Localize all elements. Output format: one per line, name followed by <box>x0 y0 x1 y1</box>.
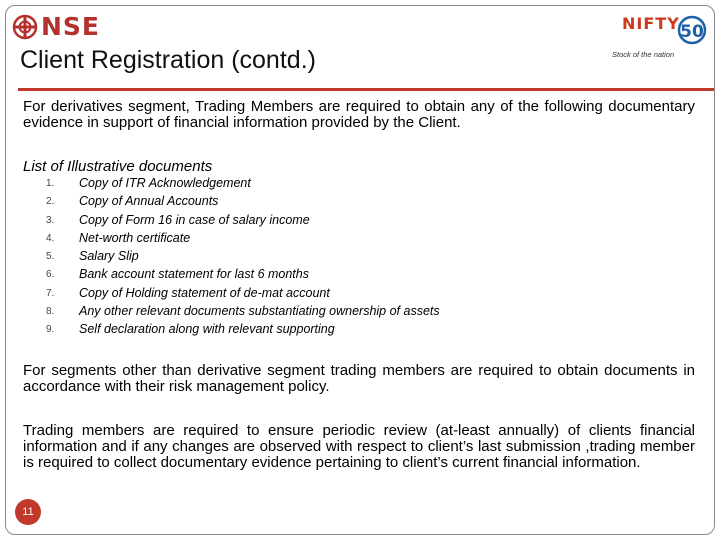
header-divider <box>18 88 714 91</box>
nifty-logo-number: 50 <box>680 22 704 42</box>
other-segments-paragraph: For segments other than derivative segment trading members are required to obtain documents in accordance with their risk management policy. <box>23 362 695 395</box>
list-item <box>46 304 440 322</box>
list-item <box>46 286 440 304</box>
nse-logo <box>12 12 100 41</box>
nifty-logo <box>612 12 708 60</box>
list-item-number: 5. <box>46 251 55 263</box>
list-item-number: 4. <box>46 232 55 244</box>
list-item-text: Self declaration along with relevant supporting <box>79 322 335 337</box>
list-item <box>46 249 440 267</box>
list-heading: List of Illustrative documents <box>23 158 213 175</box>
list-item-text: Bank account statement for last 6 months <box>79 267 309 282</box>
list-item <box>46 231 440 249</box>
list-item-number: 2. <box>46 196 55 208</box>
list-item-number: 6. <box>46 269 55 281</box>
list-item-number: 9. <box>46 324 55 336</box>
nse-logo-text: NSE <box>41 12 101 41</box>
list-item-text: Copy of ITR Acknowledgement <box>79 176 251 190</box>
list-item <box>46 267 440 285</box>
page-number-badge: 11 <box>15 499 41 525</box>
list-item-number: 1. <box>46 178 55 189</box>
list-item <box>46 176 440 194</box>
list-item <box>46 194 440 212</box>
list-item-number: 8. <box>46 306 55 318</box>
list-item-number: 7. <box>46 287 55 299</box>
slide <box>5 5 715 535</box>
list-item <box>46 213 440 231</box>
list-item-text: Copy of Annual Accounts <box>79 194 219 209</box>
intro-paragraph: For derivatives segment, Trading Members are required to obtain any of the following documentary evidence in support of financial information provided by the Client. <box>23 98 695 131</box>
nse-emblem-icon <box>12 14 38 40</box>
list-item-text: Net-worth certificate <box>79 230 191 245</box>
slide-title: Client Registration (contd.) <box>20 46 316 74</box>
nifty-tagline: Stock of the nation <box>612 50 675 59</box>
list-item-text: Copy of Form 16 in case of salary income <box>79 212 310 227</box>
list-item-text: Copy of Holding statement of de-mat account <box>79 285 330 300</box>
nifty-50-emblem-icon <box>672 12 708 48</box>
document-list <box>46 176 440 341</box>
periodic-review-paragraph: Trading members are required to ensure periodic review (at-least annually) of clients financial information and if any changes are observed with respect to client’s last submission ,trading member is required to collect documentary evidence pertaining to client’s current financial information. <box>23 422 695 471</box>
nifty-logo-text: NIFTY <box>622 14 680 33</box>
list-item <box>46 322 440 340</box>
list-item-number: 3. <box>46 214 55 226</box>
list-item-text: Salary Slip <box>79 249 139 264</box>
list-item-text: Any other relevant documents substantiating ownership of assets <box>79 304 440 319</box>
